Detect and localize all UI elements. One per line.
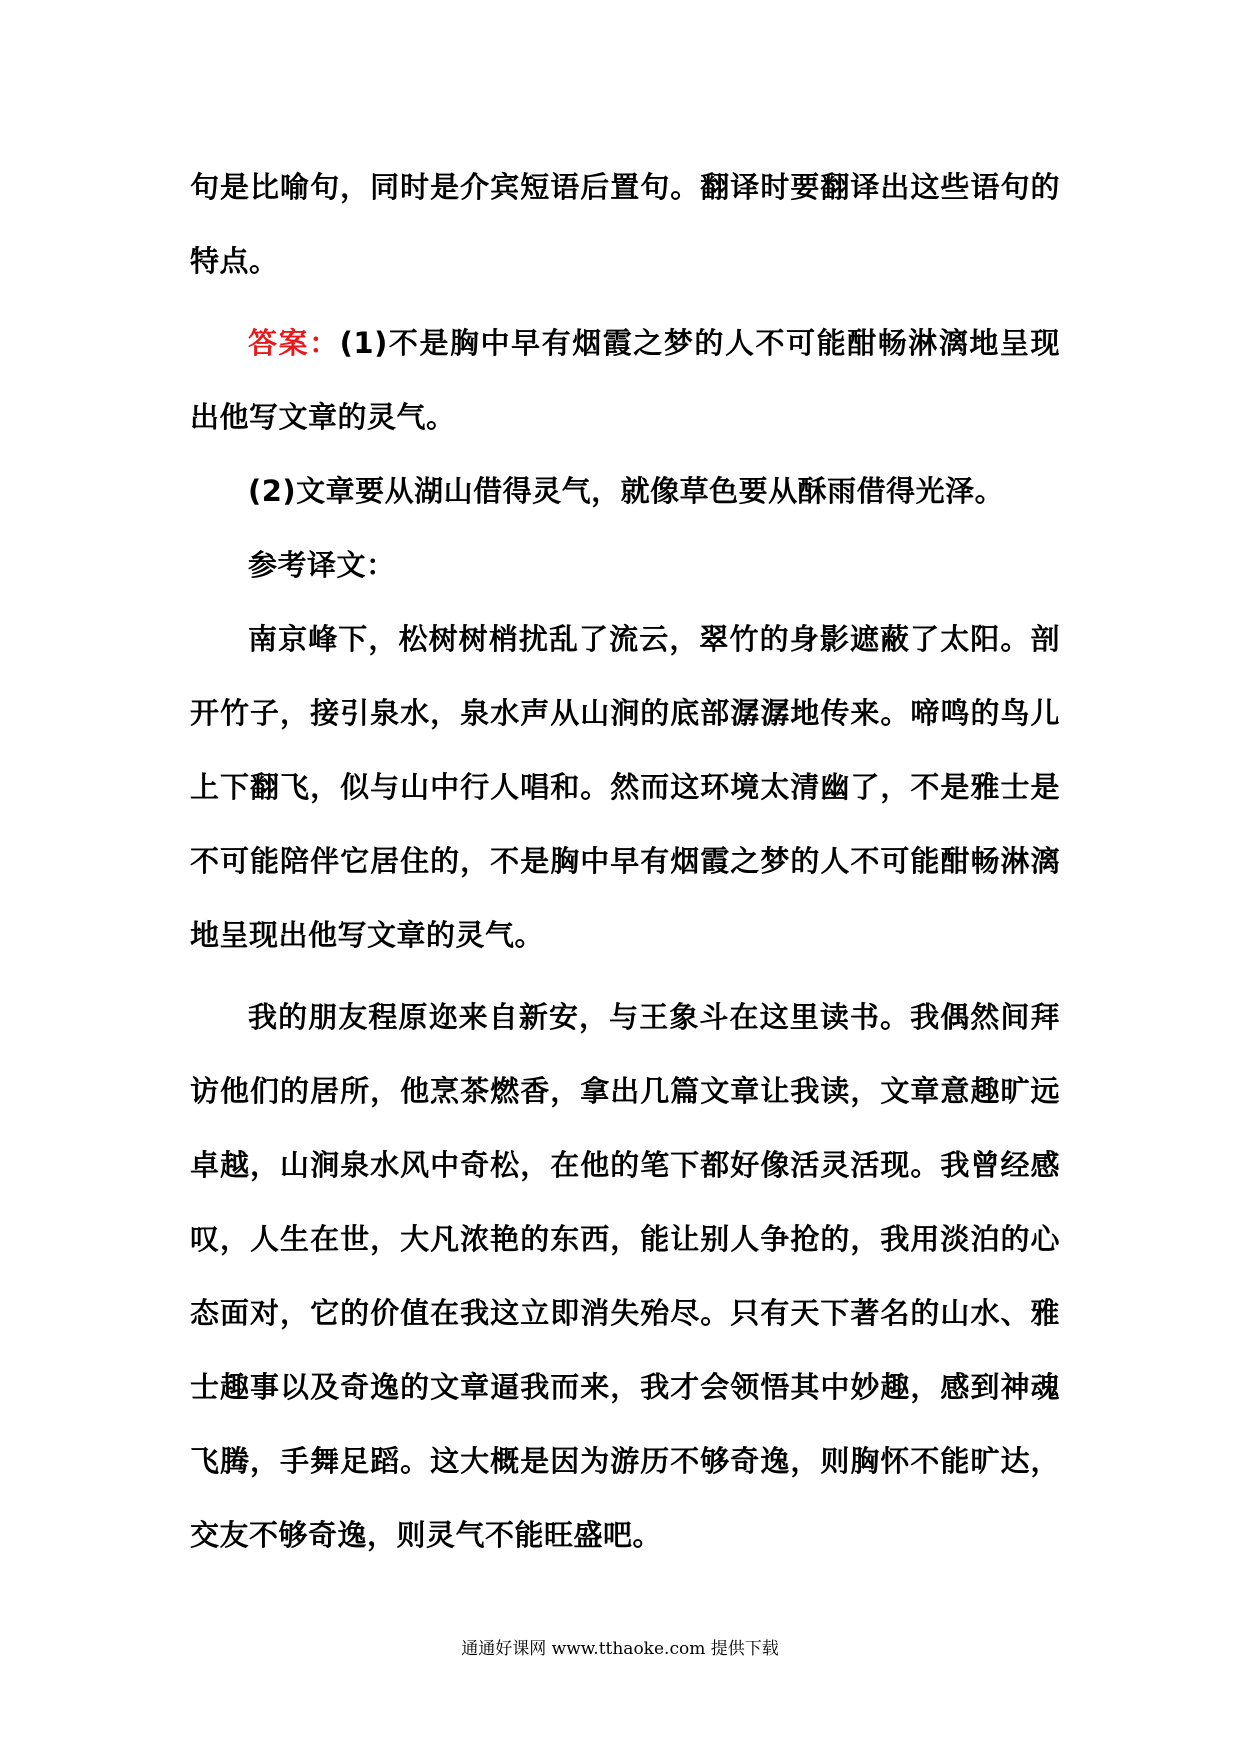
paragraph-answer-1 [190,306,1060,454]
paragraph-answer-2: (2)文章要从湖山借得灵气，就像草色要从酥雨借得光泽。 [248,474,1005,508]
answer-label: 答案： [248,326,340,360]
page-footer: 通通好课网 www.tthaoke.com 提供下载 [461,1639,779,1659]
answer-1-text: (1)不是胸中早有烟霞之梦的人不可能酣畅淋漓地呈现出他写文章的灵气。 [190,326,1060,434]
document-body [190,150,1060,1572]
paragraph-translation-2: 我的朋友程原迩来自新安，与王象斗在这里读书。我偶然间拜访他们的居所，他烹茶燃香，拿出几篇文章让我读，文章意趣旷远卓越，山涧泉水风中奇松，在他的笔下都好像活灵活现。我曾经感叹，人生在世，大凡浓艳的东西，能让别人争抢的，我用淡泊的心态面对，它的价值在我这立即消失殆尽。只有天下著名的山水、雅士趣事以及奇逸的文章逼我而来，我才会领悟其中妙趣，感到神魂飞腾，手舞足蹈。这大概是因为游历不够奇逸，则胸怀不能旷达，交友不够奇逸，则灵气不能旺盛吧。 [190,1000,1060,1552]
paragraph-explanation-continued: 句是比喻句，同时是介宾短语后置句。翻译时要翻译出这些语句的特点。 [190,170,1060,278]
paragraph-translation-heading: 参考译文： [248,548,396,582]
paragraph-translation-1: 南京峰下，松树树梢扰乱了流云，翠竹的身影遮蔽了太阳。剖开竹子，接引泉水，泉水声从山涧的底部潺潺地传来。啼鸣的鸟儿上下翻飞，似与山中行人唱和。然而这环境太清幽了，不是雅士是不可能陪伴它居住的，不是胸中早有烟霞之梦的人不可能酣畅淋漓地呈现出他写文章的灵气。 [190,622,1060,952]
